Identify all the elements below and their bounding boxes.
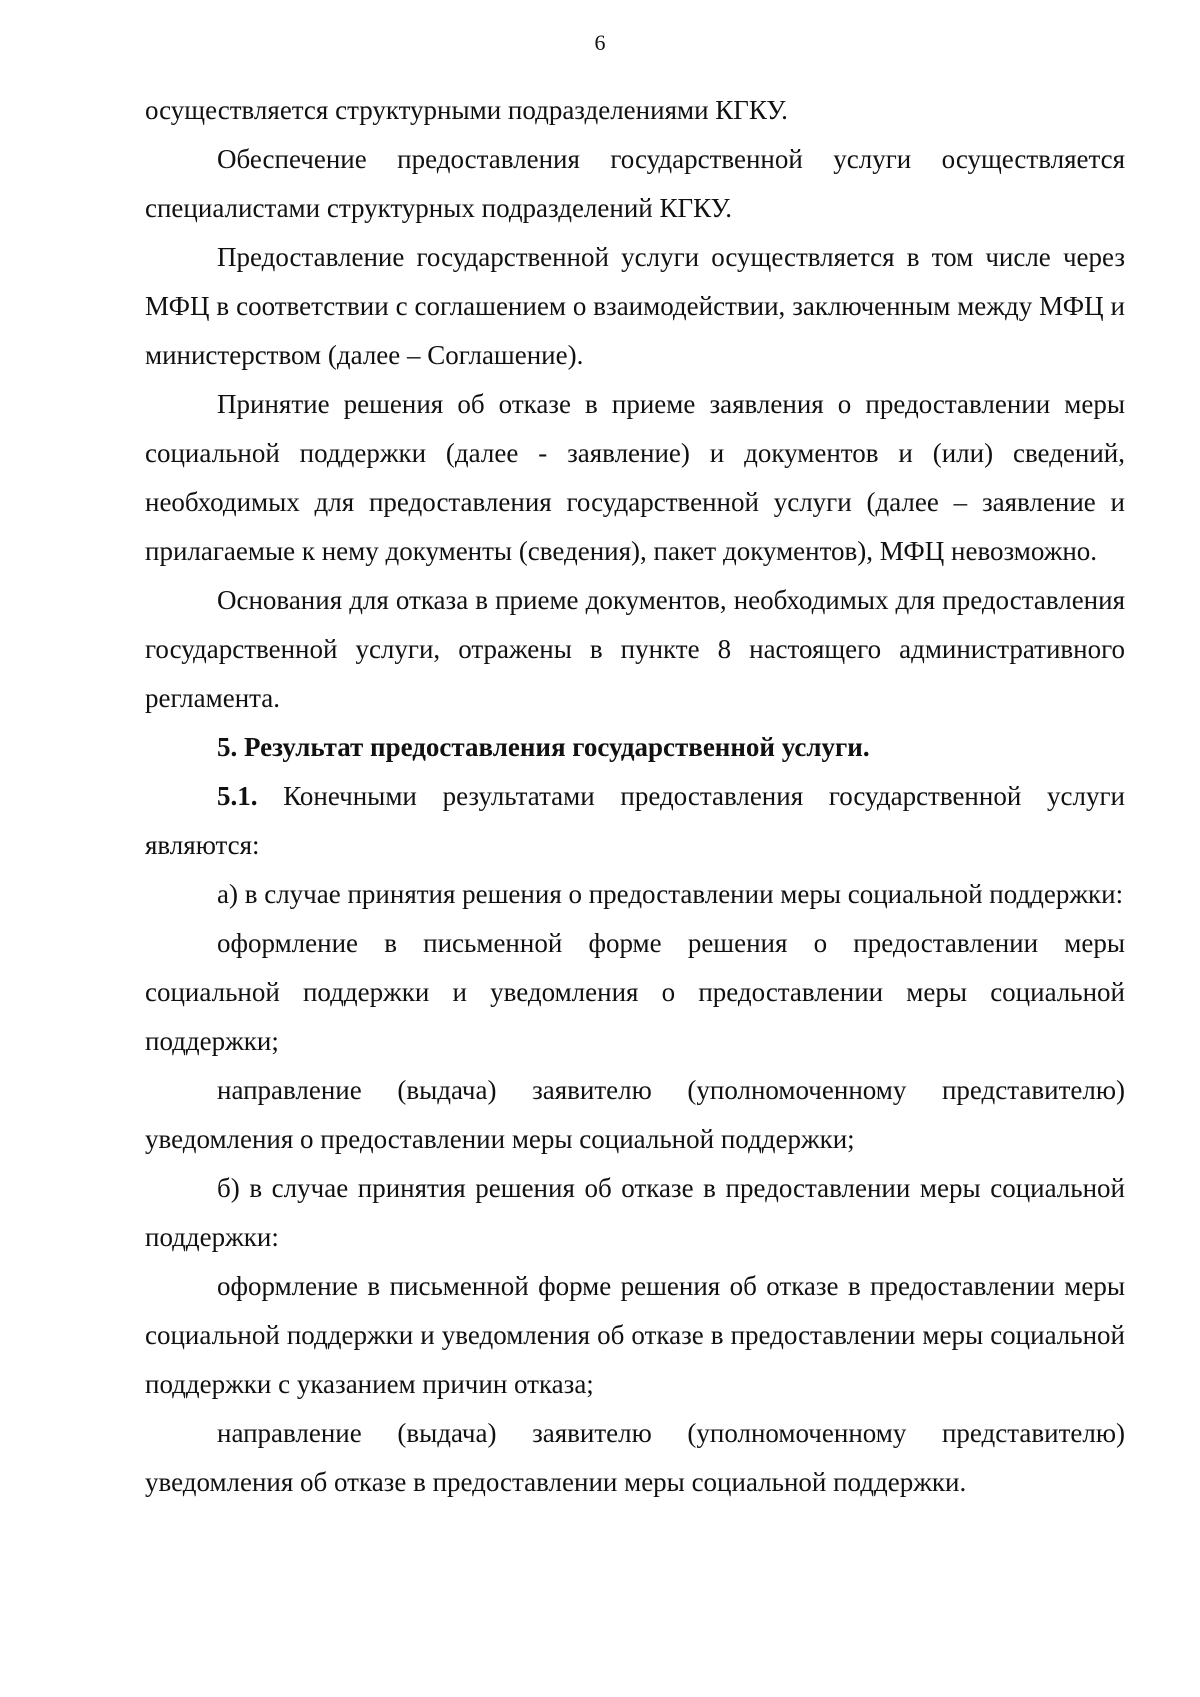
paragraph: направление (выдача) заявителю (уполномоченному представителю) уведомления об отказе в предоставлении меры социальной поддержки. (145, 1418, 1125, 1497)
paragraph: б) в случае принятия решения об отказе в предоставлении меры социальной поддержки: (145, 1173, 1125, 1252)
clause-number: 5.1. (217, 781, 258, 811)
paragraph: Принятие решения об отказе в приеме заявления о предоставлении меры социальной поддержки (далее - заявление) и документов и (или) сведений, необходимых для предоставления государственной услуги (далее – заявление и прилагаемые к нему документы (сведения), пакет документов), МФЦ невозможно. (145, 389, 1125, 566)
document-body (145, 86, 1125, 1507)
paragraph: оформление в письменной форме решения об отказе в предоставлении меры социальной поддержки и уведомления об отказе в предоставлении меры социальной поддержки с указанием причин отказа; (145, 1271, 1125, 1399)
paragraph: а) в случае принятия решения о предоставлении меры социальной поддержки: (217, 879, 1124, 909)
paragraph: Основания для отказа в приеме документов, необходимых для предоставления государственной услуги, отражены в пункте 8 настоящего административного регламента. (145, 585, 1125, 713)
paragraph (145, 772, 1125, 870)
paragraph: осуществляется структурными подразделениями КГКУ. (145, 95, 788, 125)
paragraph: Предоставление государственной услуги осуществляется в том числе через МФЦ в соответствии с соглашением о взаимодействии, заключенным между МФЦ и министерством (далее – Соглашение). (145, 242, 1125, 370)
paragraph: направление (выдача) заявителю (уполномоченному представителю) уведомления о предоставлении меры социальной поддержки; (145, 1075, 1125, 1154)
section-heading: 5. Результат предоставления государственной услуги. (217, 732, 870, 762)
paragraph: оформление в письменной форме решения о предоставлении меры социальной поддержки и уведомления о предоставлении меры социальной поддержки; (145, 928, 1125, 1056)
clause-text: Конечными результатами предоставления государственной услуги являются: (145, 781, 1125, 860)
paragraph: Обеспечение предоставления государственной услуги осуществляется специалистами структурных подразделений КГКУ. (145, 144, 1125, 223)
page-number: 6 (594, 30, 606, 55)
